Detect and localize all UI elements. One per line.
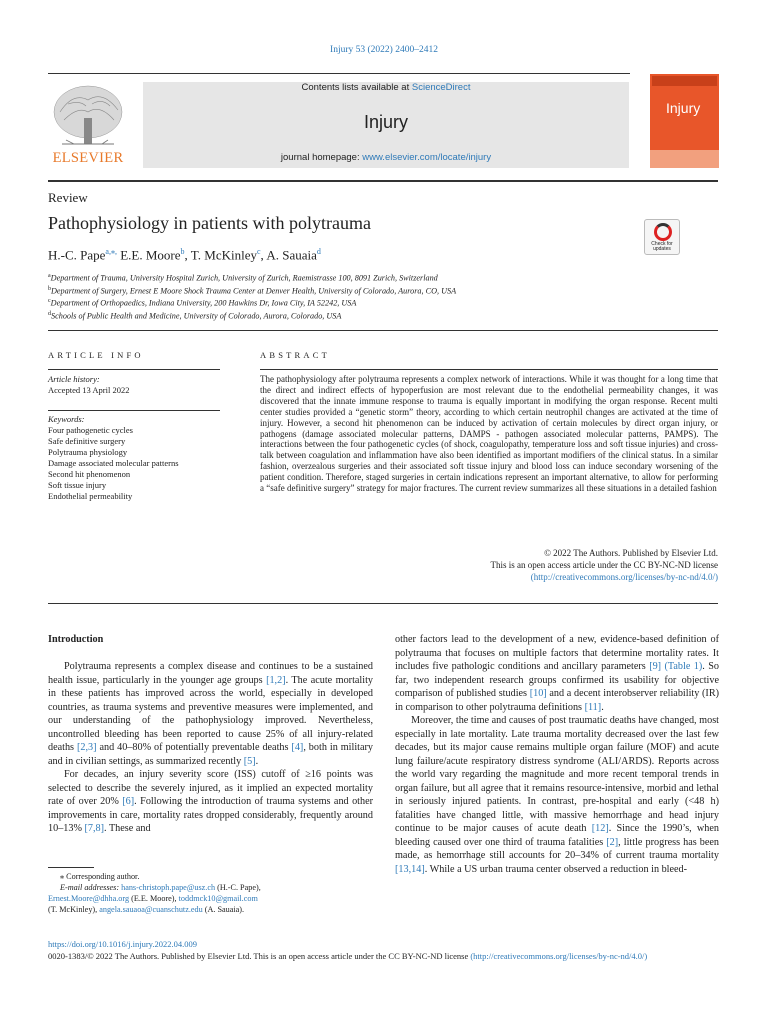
affiliation: $^c$Department of Orthopaedics, Indiana University, 200 Hawkins Dr, Iowa City, IA 52242, USA xyxy=(48,298,357,309)
keyword: Four pathogenetic cycles xyxy=(48,425,133,435)
email-link[interactable]: angela.sauaoa@cuanschutz.edu xyxy=(99,905,203,914)
footnotes xyxy=(48,871,373,915)
author-list: H.-C. Pape$^{a,⁎,}$ E.E. Moore$^b$, T. McKinley$^c$, A. Sauaia$^d$ xyxy=(48,247,321,263)
journal-name: Injury xyxy=(363,112,408,132)
history-value: Accepted 13 April 2022 xyxy=(48,385,130,395)
author-name[interactable]: E.E. Moore xyxy=(120,247,181,263)
citation-link[interactable]: [12] xyxy=(591,823,609,834)
cover-title: Injury xyxy=(666,100,701,116)
citation-link[interactable]: [4] xyxy=(291,742,304,753)
email-link[interactable]: Ernest.Moore@dhha.org xyxy=(48,894,130,903)
homepage-line xyxy=(143,152,629,163)
paragraph: Polytrauma represents a complex disease and continues to be a sustained health issue, particularly in the younger age groups [1,2]. The acute mortality in these patients has improved across the world, especially in developed countries, as trauma systems and preventive measures were implemented, and our understanding of the pathophysiology improved. Nevertheless, uncontrolled bleeding has been reported to cause 25% of all injury-related deaths [2,3] and 40–80% of potentially preventable deaths [4], both in military and in civilian settings, as summarized recently [5]. xyxy=(48,661,374,767)
check-updates-icon xyxy=(654,223,672,241)
citation-link[interactable]: [2,3] xyxy=(76,742,97,753)
article-history xyxy=(48,374,129,396)
copyright-notice xyxy=(260,547,718,583)
keyword: Polytrauma physiology xyxy=(48,447,128,457)
article-info-rule xyxy=(48,369,220,370)
contents-line xyxy=(143,82,629,93)
footnote-rule xyxy=(48,867,94,868)
journal-cover[interactable] xyxy=(650,74,719,168)
header-rule xyxy=(48,73,630,74)
publisher-name: ELSEVIER xyxy=(52,150,124,166)
copyright-line: © 2022 The Authors. Published by Elsevier Ltd. xyxy=(544,548,718,558)
body-column-right xyxy=(395,633,719,876)
affiliations xyxy=(48,271,456,322)
sciencedirect-link[interactable]: ScienceDirect xyxy=(411,82,471,93)
keyword: Soft tissue injury xyxy=(48,480,107,490)
author-affiliation-marker[interactable]: c xyxy=(256,247,261,256)
history-label: Article history: xyxy=(48,374,100,384)
abstract-text: The pathophysiology after polytrauma represents a complex network of interactions. While it was thought for a long time that the direct and indirect effects of hypoperfusion are most relevant due to the endothelial permeability changes, it was discovered that the innate immune response to trauma is equally important in modifying the organ response. Recent multi center studies provided a “genetic storm” theory, according to which certain neutrophil changes are activated at the time of injury. However, a second hit phenomenon can be induced by activation of certain molecules by direct organ injury, or pathogens (damage associated molecular patterns, DAMPS - pathogen associated molecular patterns, PAMPS). The interactions between the four pathogenetic cycles (of shock, coagulopathy, temperature loss and soft tissue injuries) and cross-talk between coagulation and inflammation have also been identified as important modifiers of the clinical status. In a similar fashion, overzealous surgeries and their associated soft tissue injury and blood loss can induce secondary worsening of the patient condition. Therefore, staged surgeries in certain indications represent an important alternative, to allow for performing a “safe definitive surgery” strategy for major fractures. The current review summarizes all these situations in a detailed fashion xyxy=(260,374,718,494)
affiliation: $^b$Department of Surgery, Ernest E Moore Shock Trauma Center at Denver Health, University of Colorado, Aurora, CO, USA xyxy=(48,285,457,296)
abstract-end-rule xyxy=(48,603,718,604)
keyword: Second hit phenomenon xyxy=(48,469,131,479)
affiliation: $^d$Schools of Public Health and Medicine, University of Colorado, Aurora, Colorado, USA xyxy=(48,311,342,321)
email-link[interactable]: toddmck10@gmail.com xyxy=(178,894,258,903)
corresponding-author-note: ⁎ Corresponding author. xyxy=(60,872,140,881)
citation-link[interactable]: [2] xyxy=(606,836,619,848)
check-for-updates-button[interactable] xyxy=(644,219,680,255)
license-line: This is an open access article under the CC BY-NC-ND license xyxy=(490,560,718,570)
affiliations-rule xyxy=(48,330,718,331)
author-name[interactable]: A. Sauaia xyxy=(266,247,317,263)
cover-bar xyxy=(650,150,719,168)
email-link[interactable]: hans-christoph.pape@usz.ch xyxy=(121,883,216,892)
section-heading-introduction: Introduction xyxy=(48,634,104,645)
citation-link[interactable]: [9] xyxy=(649,661,662,672)
doi-link[interactable]: https://doi.org/10.1016/j.injury.2022.04.009 xyxy=(48,939,197,949)
keyword: Safe definitive surgery xyxy=(48,436,126,446)
author-name[interactable]: H.-C. Pape xyxy=(48,247,106,263)
paragraph: For decades, an injury severity score (ISS) cutoff of ≥16 points was selected to describe the severely injured, as it implied an expected mortality rate of over 20% [6]. Following the introduction of trauma systems and other improvements in care, mortality rates dropped considerably, frequently around 10–13% [7,8]. These and xyxy=(48,769,374,834)
email-line: (T. McKinley), angela.sauaoa@cuanschutz.edu (A. Sauaia). xyxy=(48,905,245,914)
keywords xyxy=(48,414,179,502)
affiliation: $^a$Department of Trauma, University Hospital Zurich, University of Zurich, Raemistrasse 100, 8091 Zurich, Switzerland xyxy=(48,273,438,283)
masthead-rule xyxy=(48,180,718,182)
abstract-heading: ABSTRACT xyxy=(260,350,330,360)
keywords-rule xyxy=(48,410,220,411)
article-title: Pathophysiology in patients with polytrauma xyxy=(48,213,371,233)
author-affiliation-marker[interactable]: d xyxy=(316,247,321,256)
table-link[interactable]: (Table 1) xyxy=(664,661,703,672)
citation-link[interactable]: [1,2] xyxy=(266,674,286,686)
citation-link[interactable]: [5] xyxy=(243,755,256,767)
author-name[interactable]: T. McKinley xyxy=(190,247,257,263)
journal-citation[interactable]: Injury 53 (2022) 2400–2412 xyxy=(330,45,438,55)
email-line: Ernest.Moore@dhha.org (E.E. Moore), toddmck10@gmail.com xyxy=(48,894,258,903)
article-info-heading: ARTICLE INFO xyxy=(48,350,144,360)
footer-license: 0020-1383/© 2022 The Authors. Published by Elsevier Ltd. This is an open access article under the CC BY-NC-ND license (http://creativecommons.org/licenses/by-nc-nd/4.0/) xyxy=(48,951,648,961)
citation-link[interactable]: [13,14] xyxy=(395,863,425,875)
citation-link[interactable]: [10] xyxy=(529,688,547,699)
cover-strip xyxy=(652,76,717,86)
paragraph: Moreover, the time and causes of post traumatic deaths have changed, most especially in late mortality. Late trauma mortality decreased over the last few decades, but its major cause remains multiple organ failure (MOF) and acute lung failure/acute respiratory distress syndrome (ALI/ARDS). Reports across the world vary regarding the magnitude and more recent temporal trends in organ failure, but all agree that it remains resource-intensive, morbid and lethal in seriously injured patients. In contrast, pre-hospital and early (<48 h) fatalities have changed little, with massive hemorrhage and head injury continue to be major causes of acute death [12]. Since the 1990’s, when bleeding caused over one third of trauma fatalities [2], little progress has been made, as hemorrhage still accounts for 20–34% of current trauma mortality [13,14]. While a US urban trauma center observed a reduction in bleed- xyxy=(395,715,719,875)
check-updates-label: Check for updates xyxy=(651,241,673,252)
abstract-rule xyxy=(260,369,718,370)
article-section: Review xyxy=(48,190,88,205)
citation-link[interactable]: [11] xyxy=(584,701,602,713)
citation-link[interactable]: [7,8] xyxy=(84,823,105,834)
email-line: E-mail addresses: hans-christoph.pape@usz.ch (H.-C. Pape), xyxy=(60,883,261,892)
body-column-left xyxy=(48,633,373,836)
author-affiliation-marker[interactable]: a,⁎, xyxy=(105,247,117,256)
homepage-prefix: journal homepage: xyxy=(280,152,363,163)
elsevier-logo xyxy=(48,82,128,168)
keyword: Endothelial permeability xyxy=(48,491,133,501)
contents-prefix: Contents lists available at xyxy=(301,82,412,93)
license-link[interactable]: (http://creativecommons.org/licenses/by-nc-nd/4.0/) xyxy=(530,572,718,582)
author-affiliation-marker[interactable]: b xyxy=(180,247,185,256)
keywords-label: Keywords: xyxy=(48,414,85,424)
keyword: Damage associated molecular patterns xyxy=(48,458,179,468)
paragraph: other factors lead to the development of a new, evidence-based definition of polytrauma that focuses on multiple factors that determine mortality rates. It includes five pathologic conditions and ancillary parameters [9] (Table 1). So far, two independent research groups confirmed its usability for objective comparison of published studies [10] and a decent interobserver reliability (IR) in comparison to other polytrauma definitions [11]. xyxy=(395,634,720,713)
license-link[interactable]: (http://creativecommons.org/licenses/by-nc-nd/4.0/) xyxy=(470,951,648,961)
citation-link[interactable]: [6] xyxy=(122,796,135,807)
journal-homepage-link[interactable]: www.elsevier.com/locate/injury xyxy=(362,152,492,163)
